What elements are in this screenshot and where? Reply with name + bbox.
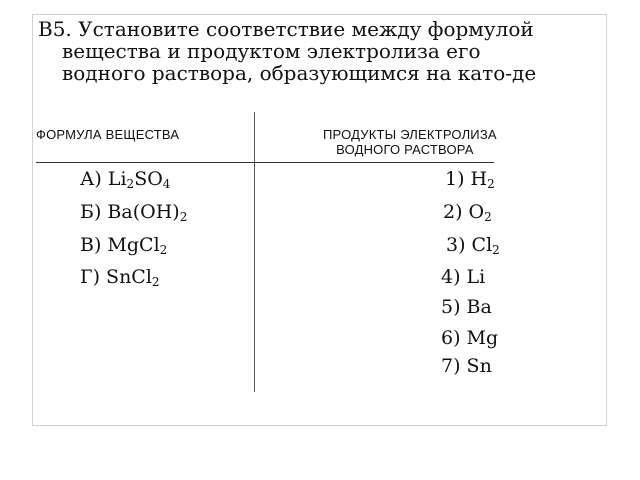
formula-item-2: Б) $Ba(OH)_2$ <box>80 201 188 224</box>
right-column-header <box>323 127 497 157</box>
question-text <box>38 18 598 84</box>
header-underline <box>36 162 494 163</box>
formula-item-3: В) MgCl$_2$ <box>80 234 168 257</box>
product-item-3: 3) $Cl_2$ <box>446 234 500 257</box>
product-item-6: 6) Mg <box>441 327 499 349</box>
formula-item-1: А) $Li_2SO_4$ <box>80 168 171 191</box>
question-line-3: водного раствора, образующимся на като-де <box>62 61 537 85</box>
right-header-line-1: ПРОДУКТЫ ЭЛЕКТРОЛИЗА <box>323 127 497 142</box>
product-item-7: 7) Sn <box>441 355 492 377</box>
question-line-2: вещества и продуктом электролиза его <box>62 39 481 63</box>
product-item-2: 2) $O_2$ <box>443 201 492 224</box>
left-column-header: ФОРМУЛА ВЕЩЕСТВА <box>36 127 180 142</box>
product-item-4: 4) Li <box>441 266 486 288</box>
column-divider <box>254 112 255 392</box>
product-item-5: 5) Ba <box>441 296 492 318</box>
product-item-1: 1) $H_2$ <box>445 168 495 191</box>
question-line-1: В5. Установите соответствие между формулой <box>38 17 534 41</box>
formula-item-4: Г) SnCl$_2$ <box>80 266 160 289</box>
right-header-line-2: ВОДНОГО РАСТВОРА <box>336 142 474 157</box>
